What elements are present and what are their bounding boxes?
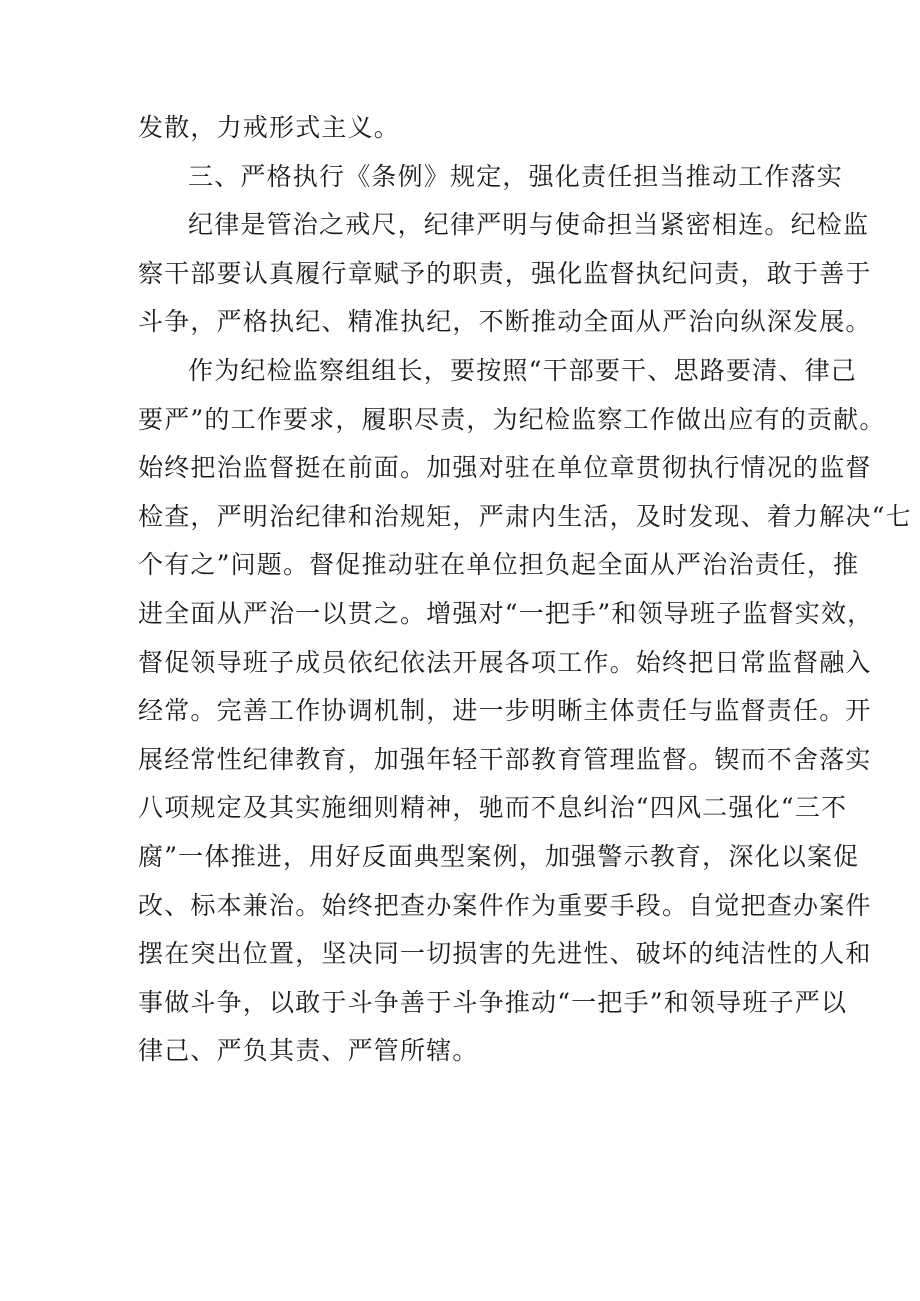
text-line: 展经常性纪律教育，加强年轻干部教育管理监督。锲而不舍落实 xyxy=(138,744,872,774)
text-line: 八项规定及其实施细则精神，驰而不息纠治“四风二强化“三不 xyxy=(138,793,848,823)
section-heading: 三、严格执行《条例》规定，强化责任担当推动工作落实 xyxy=(188,161,844,191)
text-line: 始终把治监督挺在前面。加强对驻在单位章贯彻执行情况的监督 xyxy=(138,453,872,483)
text-line: 斗争，严格执纪、精准执纪，不断推动全面从严治向纵深发展。 xyxy=(138,307,872,337)
text-line: 改、标本兼治。始终把查办案件作为重要手段。自觉把查办案件 xyxy=(138,890,872,920)
text-line: 经常。完善工作协调机制，进一步明晰主体责任与监督责任。开 xyxy=(138,696,872,726)
text-line: 摆在突出位置，坚决同一切损害的先进性、破坏的纯洁性的人和 xyxy=(138,939,872,969)
text-line: 要严”的工作要求，履职尽责，为纪检监察工作做出应有的贡献。 xyxy=(138,404,886,434)
text-line: 发散，力戒形式主义。 xyxy=(138,113,401,142)
text-line: 督促领导班子成员依纪依法开展各项工作。始终把日常监督融入 xyxy=(138,647,872,677)
document-body xyxy=(138,104,912,1076)
text-line: 察干部要认真履行章赋予的职责，强化监督执纪问责，敢于善于 xyxy=(138,258,872,288)
text-line: 个有之”问题。督促推动驻在单位担负起全面从严治治责任，推 xyxy=(138,550,860,580)
text-line: 进全面从严治一以贯之。增强对“一把手”和领导班子监督实效， xyxy=(138,598,874,628)
text-line: 检查，严明治纪律和治规矩，严肃内生活，及时发现、着力解决“七 xyxy=(138,501,912,531)
text-line: 纪律是管治之戒尺，纪律严明与使命担当紧密相连。纪检监 xyxy=(188,210,870,240)
text-line: 作为纪检监察组组长，要按照“干部要干、思路要清、律己 xyxy=(188,355,857,385)
text-line: 事做斗争，以敢于斗争善于斗争推动“一把手”和领导班子严以 xyxy=(138,987,848,1017)
text-line: 腐”一体推进，用好反面典型案例，加强警示教育，深化以案促 xyxy=(138,841,860,871)
text-line: 律己、严负其责、严管所辖。 xyxy=(138,1036,479,1066)
